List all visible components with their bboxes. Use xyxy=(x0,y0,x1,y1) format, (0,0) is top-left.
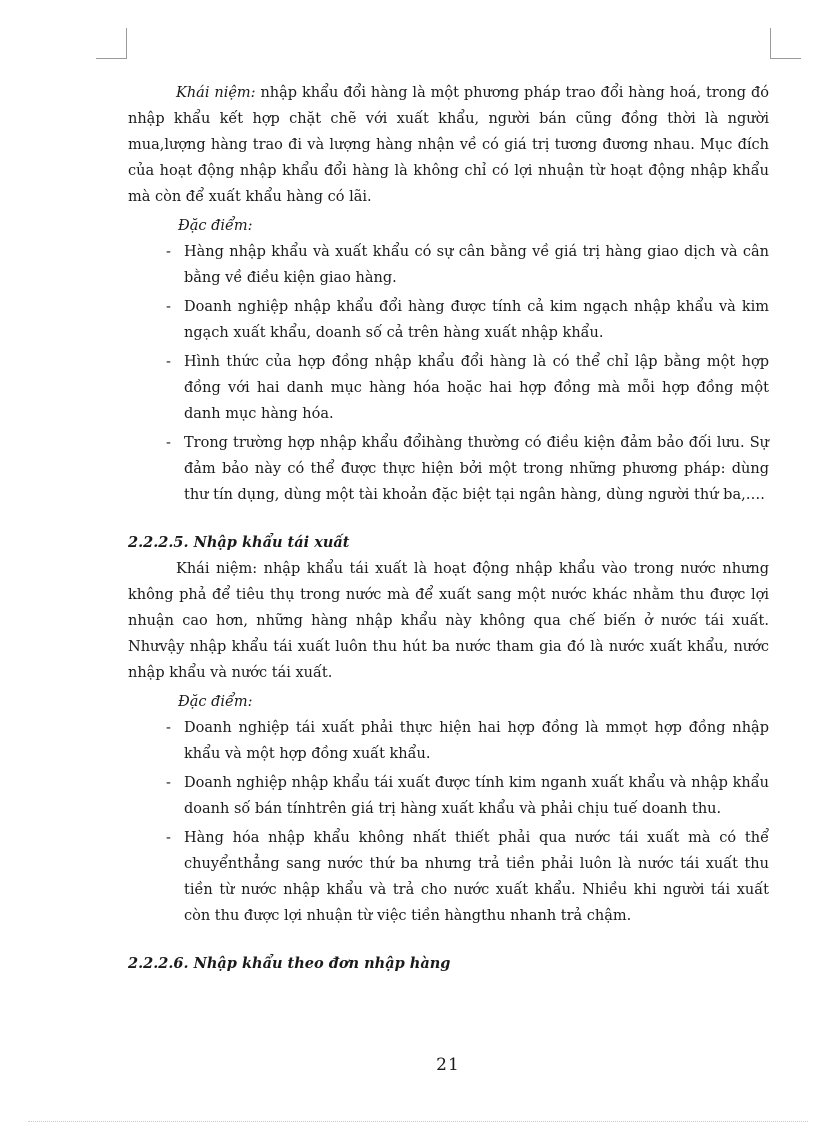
section-heading-reexport: 2.2.2.5. Nhập khẩu tái xuất xyxy=(128,534,350,551)
list-item: - Doanh nghiệp nhập khẩu tái xuất được tính kim nganh xuất khẩu và nhập khẩu doanh số bán tínhtrên giá trị hàng xuất khẩu và phải chịu tuế doanh thu. xyxy=(166,775,769,817)
list-item: - Hàng hóa nhập khẩu không nhất thiết phải qua nước tái xuất mà có thể chuyểnthẳng sang nước thứ ba nhưng trả tiền phải luôn là nước tái xuất thu tiền từ nước nhập khẩu và trả cho nước xuất khẩu. Nhiều khi người tái xuất còn thu được lợi nhuận từ việc tiền hàngthu nhanh trả chậm. xyxy=(166,830,769,924)
corner-mark-top-right xyxy=(770,28,801,59)
reexport-features-label: Đặc điểm: xyxy=(178,694,253,710)
list-item: - Hình thức của hợp đồng nhập khẩu đổi hàng là có thể chỉ lập bằng một hợp đồng với hai danh mục hàng hóa hoặc hai hợp đồng mà mỗi hợp đồng một danh mục hàng hóa. xyxy=(166,354,769,422)
reexport-concept-paragraph: Khái niệm: nhập khẩu tái xuất là hoạt động nhập khẩu vào trong nước nhưng không phả để tiêu thụ trong nước mà để xuất sang một nước khác nhằm thu được lợi nhuận cao hơn, những hàng nhập khẩu này không qua chế biến ở nước tái xuất. Nhưvậy nhập khẩu tái xuất luôn thu hút ba nước tham gia đó là nước xuất khẩu, nước nhập khẩu và nước tái xuất. xyxy=(128,561,769,681)
footer-divider xyxy=(28,1121,808,1122)
barter-features-label: Đặc điểm: xyxy=(178,218,253,234)
barter-concept-text: nhập khẩu đổi hàng là một phương pháp trao đổi hàng hoá, trong đó nhập khẩu kết hợp chặt chẽ với xuất khẩu, người bán cũng đồng thời là người mua,lượng hàng trao đi và lượng hàng nhận về có giá trị tương đương nhau. Mục đích của hoạt động nhập khẩu đổi hàng là không chỉ có lợi nhuận từ hoạt động nhập khẩu mà còn để xuất khẩu hàng có lãi. xyxy=(128,85,769,205)
list-item: - Trong trường hợp nhập khẩu đổihàng thường có điều kiện đảm bảo đối lưu. Sự đảm bảo này có thể được thực hiện bởi một trong những phương pháp: dùng thư tín dụng, dùng một tài khoản đặc biệt tại ngân hàng, dùng người thứ ba,…. xyxy=(166,435,769,503)
page-number: 21 xyxy=(436,1055,460,1075)
page-body xyxy=(128,80,769,977)
reexport-features-list xyxy=(128,715,769,929)
list-item: - Doanh nghiệp tái xuất phải thực hiện hai hợp đồng là mmọt hợp đồng nhập khẩu và một hợp đồng xuất khẩu. xyxy=(166,720,769,762)
barter-concept-paragraph xyxy=(128,80,769,210)
list-item: - Hàng nhập khẩu và xuất khẩu có sự cân bằng về giá trị hàng giao dịch và cân bằng về điều kiện giao hàng. xyxy=(166,244,769,286)
barter-concept-label: Khái niệm: xyxy=(176,85,256,101)
corner-mark-top-left xyxy=(96,28,127,59)
section-heading-order-import: 2.2.2.6. Nhập khẩu theo đơn nhập hàng xyxy=(128,955,451,972)
barter-features-list xyxy=(128,239,769,508)
list-item: - Doanh nghiệp nhập khẩu đổi hàng được tính cả kim ngạch nhập khẩu và kim ngạch xuất khẩu, doanh số cả trên hàng xuất nhập khẩu. xyxy=(166,299,769,341)
